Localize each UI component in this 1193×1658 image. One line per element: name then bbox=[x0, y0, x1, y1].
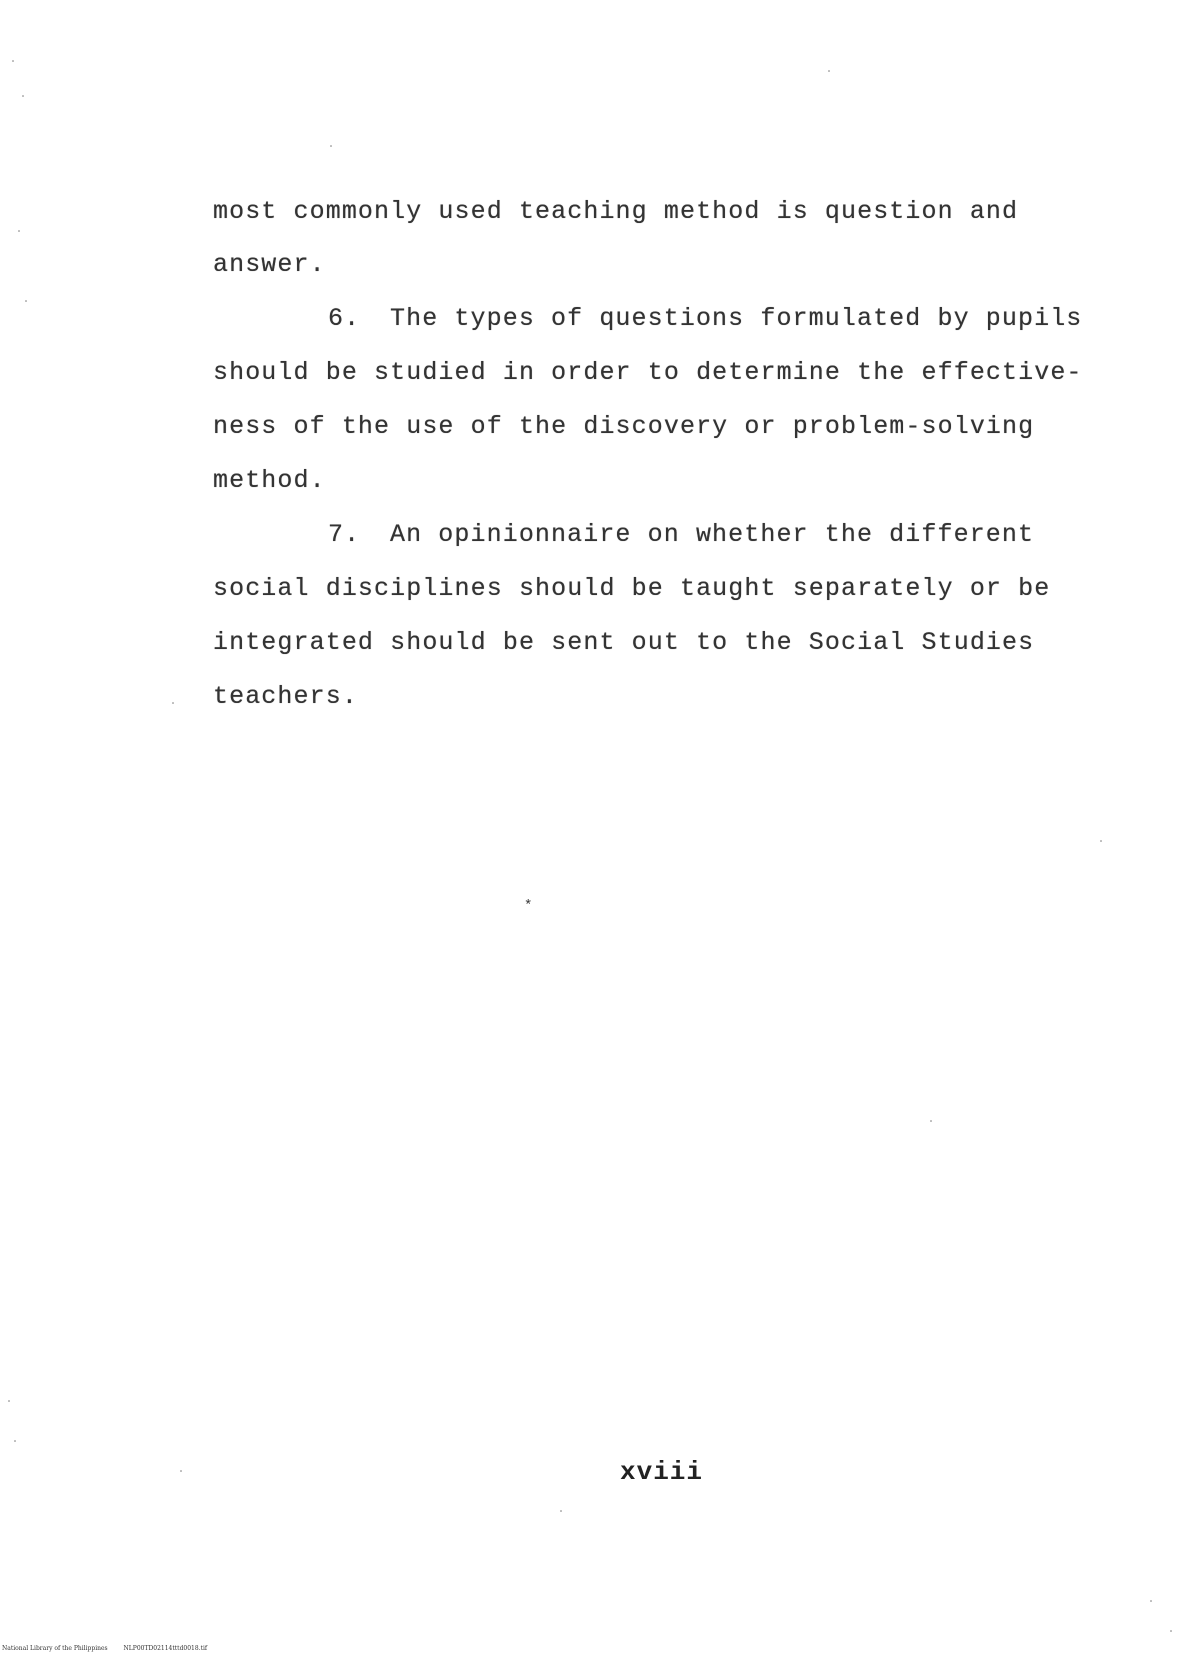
list-item-number: 6. bbox=[328, 304, 361, 333]
text-line: social disciplines should be taught separately or be bbox=[213, 574, 1051, 603]
list-item-6 bbox=[328, 304, 1082, 334]
scan-speckle bbox=[180, 1470, 182, 1472]
scan-speckle bbox=[18, 230, 20, 232]
text-line: most commonly used teaching method is question and bbox=[213, 197, 1019, 226]
file-name: NLP00TD02114tttd0018.tif bbox=[123, 1645, 208, 1652]
library-credit: National Library of the Philippines bbox=[2, 1645, 108, 1652]
scan-footer bbox=[2, 1645, 221, 1652]
scan-speckle bbox=[25, 300, 27, 302]
text-line: integrated should be sent out to the Social Studies bbox=[213, 628, 1035, 657]
list-item-7 bbox=[328, 520, 1034, 550]
text-line: teachers. bbox=[213, 682, 358, 711]
list-item-text: The types of questions formulated by pupils bbox=[390, 304, 1083, 333]
text-line: method. bbox=[213, 466, 326, 495]
scan-speckle bbox=[172, 702, 174, 704]
list-item-text: An opinionnaire on whether the different bbox=[390, 520, 1035, 549]
scan-speckle bbox=[8, 1400, 10, 1402]
page-number: xviii bbox=[620, 1457, 704, 1487]
scan-speckle bbox=[828, 70, 830, 72]
scan-speckle bbox=[12, 60, 14, 62]
scan-speckle bbox=[330, 145, 332, 147]
scan-speckle bbox=[930, 1120, 932, 1122]
text-line: ness of the use of the discovery or problem-solving bbox=[213, 412, 1035, 441]
text-line: should be studied in order to determine the effective- bbox=[213, 358, 1083, 387]
scan-speckle bbox=[1100, 840, 1102, 842]
scan-speckle bbox=[14, 1440, 16, 1442]
list-item-number: 7. bbox=[328, 520, 361, 549]
scan-speckle bbox=[1150, 1600, 1152, 1602]
scan-speckle bbox=[22, 95, 24, 97]
scan-speckle bbox=[1170, 1630, 1172, 1632]
text-line: answer. bbox=[213, 250, 326, 279]
scan-speckle bbox=[560, 1510, 562, 1512]
asterisk-mark: * bbox=[524, 898, 533, 914]
